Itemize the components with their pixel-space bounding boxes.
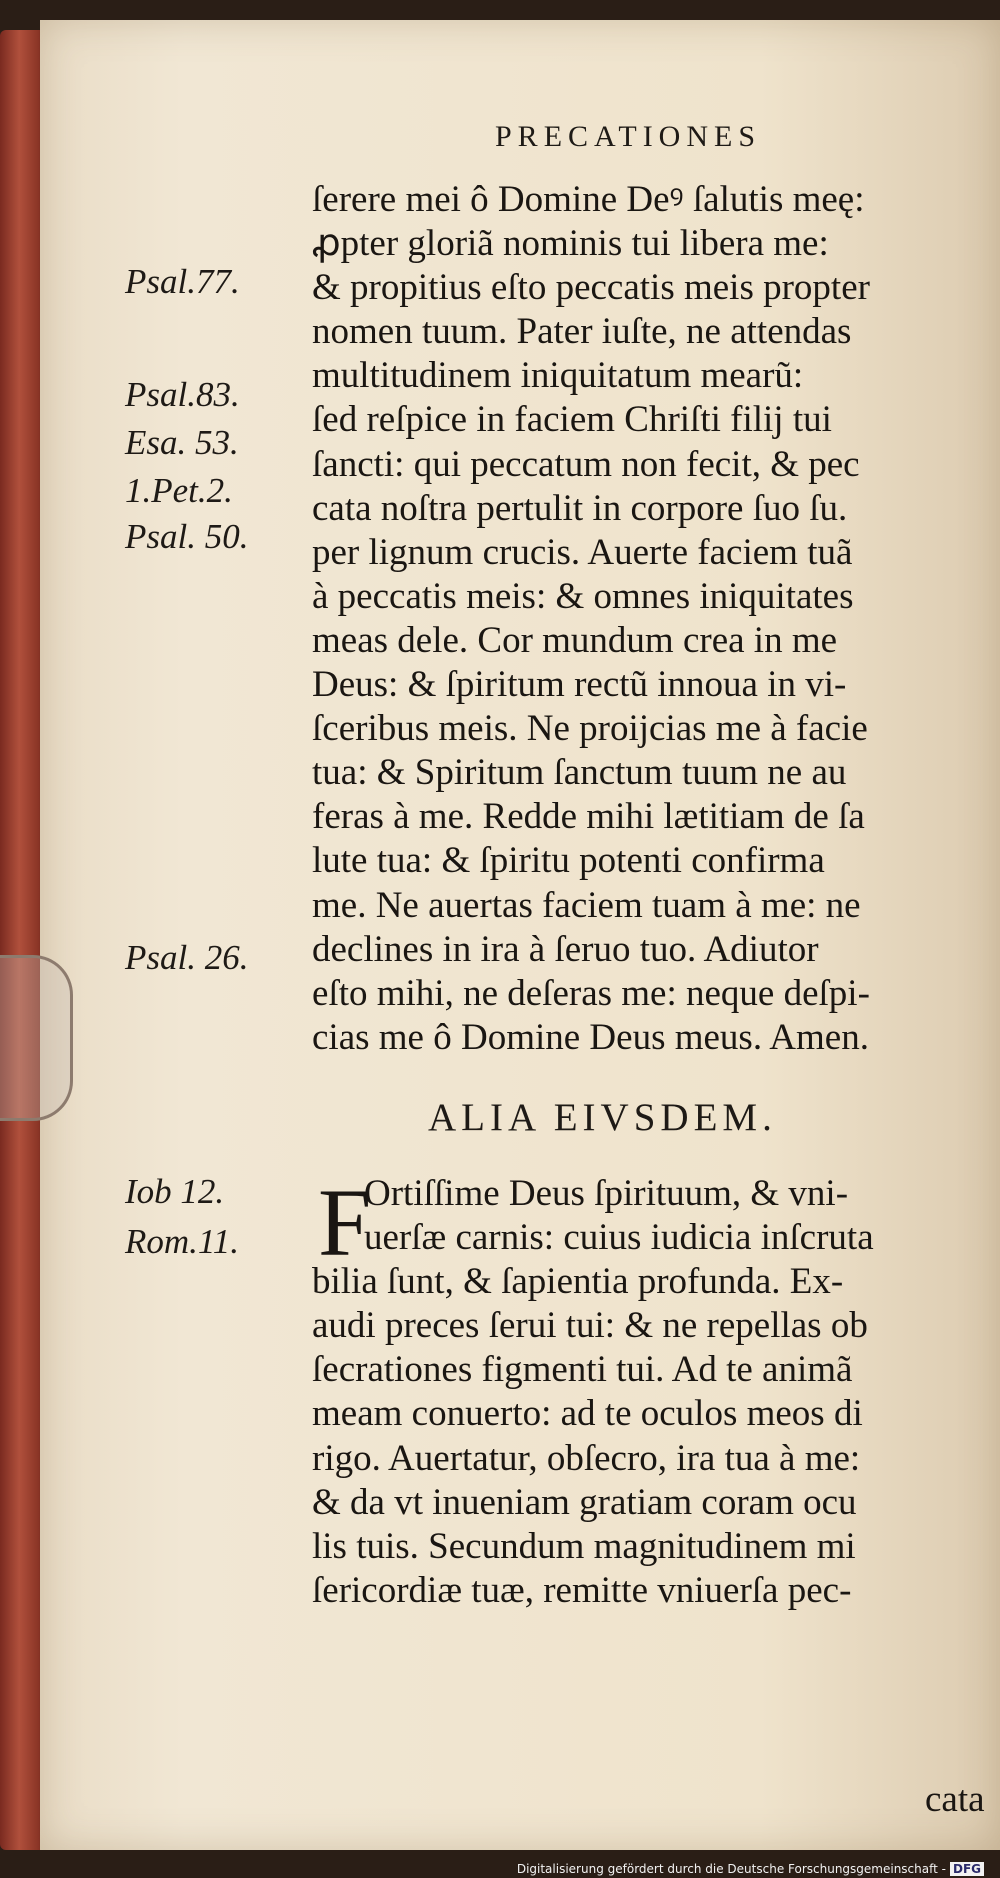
text-line: multitudinem iniquitatum mearũ: (312, 355, 804, 397)
text-line: bilia ſunt, & ſapientia profunda. Ex- (312, 1261, 844, 1303)
text-line: cata noſtra pertulit in corpore ſuo ſu. (312, 487, 848, 529)
margin-note: Rom.11. (125, 1222, 240, 1261)
text-line: audi preces ſerui tui: & ne repellas ob (312, 1305, 868, 1347)
text-line: à peccatis meis: & omnes iniquitates (312, 575, 854, 617)
second-prayer-text (312, 1169, 992, 1613)
credit-text: Digitalisierung gefördert durch die Deutsche Forschungsgemeinschaft - (516, 1862, 946, 1876)
text-line: uerſæ carnis: cuius iudicia inſcruta (364, 1217, 874, 1259)
margin-note: Esa. 53. (125, 423, 239, 462)
margin-note: 1.Pet.2. (125, 471, 233, 510)
text-line: eſto mihi, ne deſeras me: neque deſpi- (312, 972, 870, 1014)
section-heading: ALIA EIVSDEM. (428, 1096, 777, 1139)
text-line: ſceribus meis. Ne proijcias me à facie (312, 708, 868, 750)
text-line: tua: & Spiritum ſanctum tuum ne au (312, 752, 847, 794)
text-line: ſed reſpice in faciem Chriſti filij tui (312, 399, 832, 441)
text-line: ſancti: qui peccatum non fecit, & pec (312, 443, 860, 485)
digitization-credit (517, 1862, 984, 1876)
text-line: per lignum crucis. Auerte faciem tuã (312, 531, 853, 573)
text-line: cias me ô Domine Deus meus. Amen. (312, 1016, 869, 1058)
prayer-text (312, 178, 992, 1060)
catchword: cata (925, 1779, 985, 1820)
text-line: meas dele. Cor mundum crea in me (312, 619, 838, 661)
margin-note: Iob 12. (125, 1172, 225, 1211)
text-line: & da vt inueniam gratiam coram ocu (312, 1481, 857, 1523)
text-line: Deus: & ſpiritum rectũ innoua in vi- (312, 664, 847, 706)
text-line: feras à me. Redde mihi lætitiam de ſa (312, 796, 865, 838)
page-clip (0, 955, 73, 1121)
running-head: PRECATIONES (495, 120, 762, 153)
text-line: rigo. Auertatur, obſecro, ira tua à me: (312, 1437, 861, 1479)
margin-note: Psal. 50. (125, 517, 249, 556)
text-line: & propitius eſto peccatis meis propter (312, 267, 870, 309)
text-line: meam conuerto: ad te oculos meos di (312, 1393, 863, 1435)
text-line: nomen tuum. Pater iuſte, ne attendas (312, 311, 852, 353)
text-line: ſericordiæ tuæ, remitte vniuerſa pec- (312, 1569, 852, 1611)
text-line: me. Ne auertas faciem tuam à me: ne (312, 884, 861, 926)
margin-note: Psal. 26. (125, 938, 249, 977)
text-line: ſerere mei ô Domine Deꝰ ſalutis meę: (312, 179, 865, 220)
initial-letter: F (318, 1169, 372, 1276)
text-line: ꝓpter gloriã nominis tui libera me: (312, 223, 829, 265)
text-line: ſecrationes figmenti tui. Ad te animã (312, 1349, 853, 1391)
text-line: lute tua: & ſpiritu potenti confirma (312, 840, 825, 882)
text-line: Ortiſſime Deus ſpirituum, & vni- (364, 1173, 849, 1214)
text-line: declines in ira à ſeruo tuo. Adiutor (312, 928, 819, 970)
margin-note: Psal.77. (125, 262, 240, 301)
margin-note: Psal.83. (125, 375, 240, 414)
text-line: lis tuis. Secundum magnitudinem mi (312, 1525, 856, 1567)
dfg-logo: DFG (950, 1862, 984, 1876)
